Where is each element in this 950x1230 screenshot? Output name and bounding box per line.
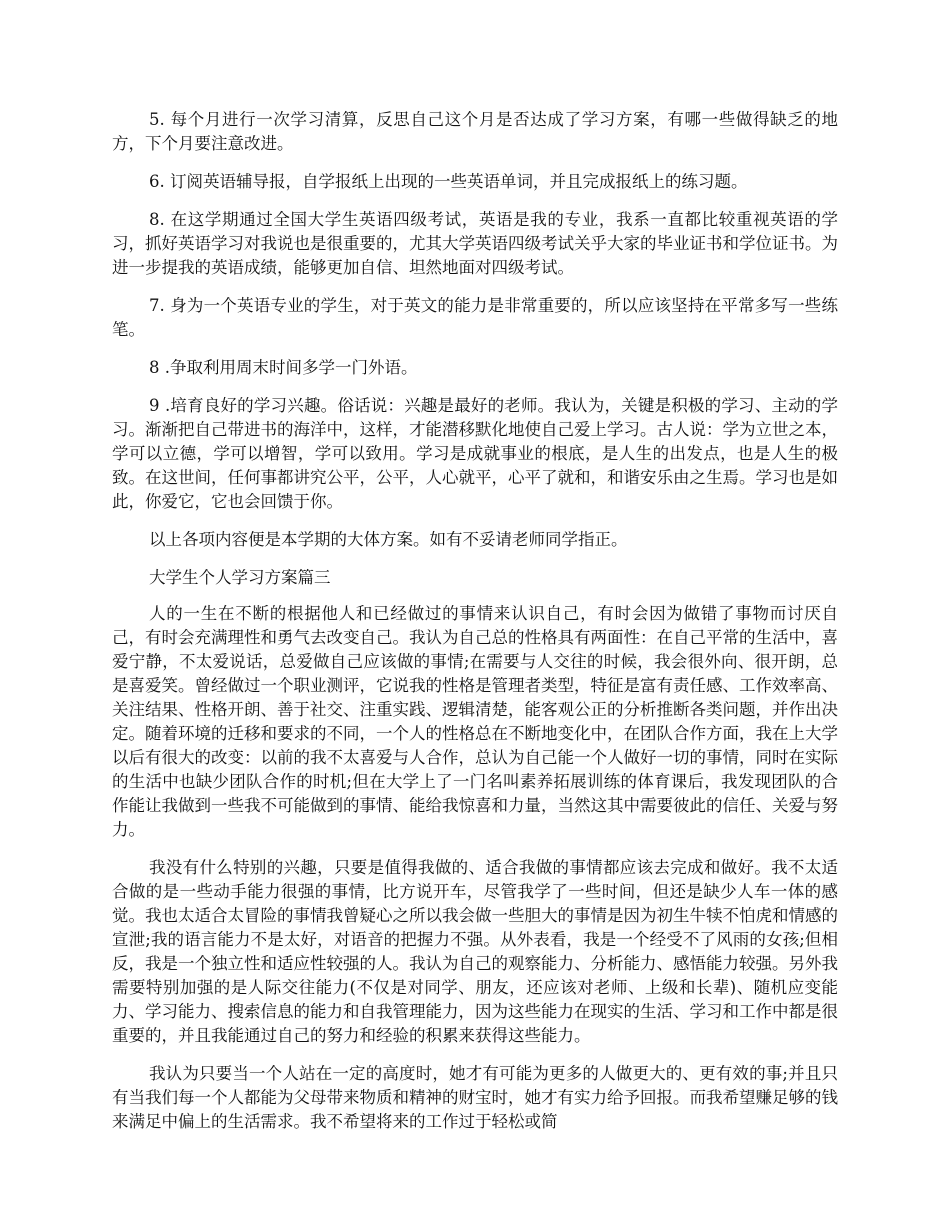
list-item-6-english-paper: 6. 订阅英语辅导报，自学报纸上出现的一些英语单词，并且完成报纸上的练习题。 [149,172,748,191]
document-page [112,108,838,1148]
list-item-7-writing-practice: 7. 身为一个英语专业的学生，对于英文的能力是非常重要的，所以应该坚持在平常多写一些练笔。 [112,296,838,339]
list-item-8-foreign-language: 8 .争取利用周末时间多学一门外语。 [149,358,418,377]
list-item-5-monthly-review: 5. 每个月进行一次学习清算，反思自己这个月是否达成了学习方案，有哪一些做得缺乏的地方，下个月要注意改进。 [112,110,838,153]
section-heading: 大学生个人学习方案篇三 [149,568,331,587]
list-item-8-cet4: 8. 在这学期通过全国大学生英语四级考试，英语是我的专业，我系一直都比较重视英语的学习，抓好英语学习对我说也是很重要的，尤其大学英语四级考试关乎大家的毕业证书和学位证书。为进一步提我的英语成绩，能够更加自信、坦然地面对四级考试。 [112,210,838,277]
list-item-9-learning-interest: 9 .培育良好的学习兴趣。俗话说：兴趣是最好的老师。我认为，关键是积极的学习、主动的学习。渐渐把自己带进书的海洋中，这样，才能潜移默化地使自己爱上学习。古人说：学为立世之本，学可以立德，学可以增智，学可以致用。学习是成就事业的根底，是人生的出发点，也是人生的极致。在这世间，任何事都讲究公平，公平，人心就平，心平了就和，和谐安乐由之生焉。学习也是如此，你爱它，它也会回馈于你。 [112,396,838,511]
body-paragraph-personality: 人的一生在不断的根据他人和已经做过的事情来认识自己，有时会因为做错了事物而讨厌自己，有时会充满理性和勇气去改变自己。我认为自己总的性格具有两面性：在自己平常的生活中，喜爱宁静，不太爱说话，总爱做自己应该做的事情;在需要与人交往的时候，我会很外向、很开朗，总是喜爱笑。曾经做过一个职业测评，它说我的性格是管理者类型，特征是富有责任感、工作效率高、关注结果、性格开朗、善于社交、注重实践、逻辑清楚，能客观公正的分析推断各类问题，并作出决定。随着环境的迁移和要求的不同，一个人的性格总在不断地变化中，在团队合作方面，我在上大学以后有很大的改变：以前的我不太喜爱与人合作，总认为自己能一个人做好一切的事情，同时在实际的生活中也缺少团队合作的时机;但在大学上了一门名叫素养拓展训练的体育课后，我发现团队的合作能让我做到一些我不可能做到的事情、能给我惊喜和力量，当然这其中需要彼此的信任、关爱与努力。 [112,604,838,839]
closing-paragraph: 以上各项内容便是本学期的大体方案。如有不妥请老师同学指正。 [149,530,628,549]
body-paragraph-interests-abilities: 我没有什么特别的兴趣，只要是值得我做的、适合我做的事情都应该去完成和做好。我不太适合做的是一些动手能力很强的事情，比方说开车，尽管我学了一些时间，但还是缺少人车一体的感觉。我也太适合太冒险的事情我曾疑心之所以我会做一些胆大的事情是因为初生牛犊不怕虎和情感的宣泄;我的语言能力不是太好，对语音的把握力不强。从外表看，我是一个经受不了风雨的女孩;但相反，我是一个独立性和适应性较强的人。我认为自己的观察能力、分析能力、感悟能力较强。另外我需要特别加强的是人际交往能力(不仅是对同学、朋友，还应该对老师、上级和长辈)、随机应变能力、学习能力、搜索信息的能力和自我管理能力，因为这些能力在现实的生活、学习和工作中都是很重要的，并且我能通过自己的努力和经验的积累来获得这些能力。 [112,858,838,1045]
body-paragraph-goals: 我认为只要当一个人站在一定的高度时，她才有可能为更多的人做更大的、更有效的事;并且只有当我们每一个人都能为父母带来物质和精神的财宝时，她才有实力给予回报。而我希望赚足够的钱来满足中偏上的生活需求。我不希望将来的工作过于轻松或简 [112,1064,838,1131]
